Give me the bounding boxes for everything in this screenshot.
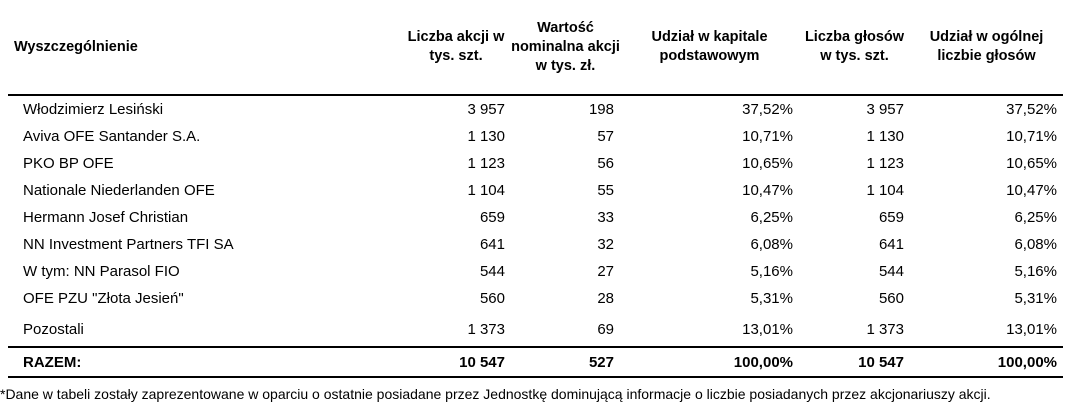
total-vote-count: 10 547 [799, 347, 910, 377]
table-row [8, 177, 1063, 204]
total-vote-share: 100,00% [910, 347, 1063, 377]
row-vote-count: 544 [878, 263, 904, 280]
row-capital-share: 13,01% [620, 312, 799, 347]
row-vote-share: 6,25% [1014, 209, 1057, 226]
row-nominal-value: 33 [597, 209, 614, 226]
row-capital-share: 5,16% [750, 263, 793, 280]
header-capital-share: Udział w kapitale podstawowym [620, 0, 799, 95]
row-nominal-value: 69 [511, 312, 620, 347]
row-vote-share: 10,65% [1006, 155, 1057, 172]
table-row [8, 95, 1063, 123]
row-nominal-value: 57 [597, 128, 614, 145]
row-vote-share: 37,52% [1006, 101, 1057, 118]
header-row [8, 0, 1063, 95]
header-nominal-value: Wartość nominalna akcji w tys. zł. [511, 0, 620, 95]
row-capital-share: 37,52% [742, 101, 793, 118]
row-description: W tym: NN Parasol FIO [23, 263, 180, 280]
table-body [8, 95, 1063, 347]
total-capital-share: 100,00% [620, 347, 799, 377]
total-row [8, 347, 1063, 377]
table-row [8, 285, 1063, 312]
table-row [8, 204, 1063, 231]
row-description: Aviva OFE Santander S.A. [23, 128, 201, 145]
table-row [8, 312, 1063, 347]
table-row [8, 258, 1063, 285]
row-nominal-value: 28 [597, 290, 614, 307]
row-description: Hermann Josef Christian [23, 209, 189, 226]
total-share-count: 10 547 [401, 347, 511, 377]
row-capital-share: 10,65% [742, 155, 793, 172]
row-share-count: 659 [479, 209, 505, 226]
row-description: Włodzimierz Lesiński [23, 101, 164, 118]
row-capital-share: 6,08% [750, 236, 793, 253]
row-nominal-value: 198 [588, 101, 614, 118]
row-vote-share: 10,47% [1006, 182, 1057, 199]
row-capital-share: 5,31% [750, 290, 793, 307]
row-description: PKO BP OFE [23, 155, 114, 172]
total-nominal-value: 527 [511, 347, 620, 377]
total-label: RAZEM: [8, 347, 401, 377]
table-footer [8, 347, 1063, 377]
row-vote-count: 641 [878, 236, 904, 253]
row-nominal-value: 55 [597, 182, 614, 199]
row-share-count: 544 [479, 263, 505, 280]
row-vote-count: 1 130 [866, 128, 904, 145]
row-share-count: 1 123 [467, 155, 505, 172]
row-description: OFE PZU "Złota Jesień" [23, 290, 184, 307]
row-vote-share: 6,08% [1014, 236, 1057, 253]
header-description: Wyszczególnienie [8, 0, 401, 95]
shareholders-table [8, 0, 1063, 378]
row-description: Nationale Niederlanden OFE [23, 182, 215, 199]
row-nominal-value: 56 [597, 155, 614, 172]
row-vote-count: 1 373 [799, 312, 910, 347]
row-vote-count: 1 104 [866, 182, 904, 199]
row-nominal-value: 27 [597, 263, 614, 280]
row-capital-share: 10,71% [742, 128, 793, 145]
table-row [8, 150, 1063, 177]
row-vote-count: 659 [878, 209, 904, 226]
row-vote-share: 5,16% [1014, 263, 1057, 280]
row-vote-share: 13,01% [910, 312, 1063, 347]
row-capital-share: 6,25% [750, 209, 793, 226]
row-vote-count: 560 [878, 290, 904, 307]
row-description: Pozostali [8, 312, 401, 347]
table-row [8, 231, 1063, 258]
row-share-count: 1 373 [401, 312, 511, 347]
table-row [8, 123, 1063, 150]
row-share-count: 3 957 [467, 101, 505, 118]
row-vote-share: 10,71% [1006, 128, 1057, 145]
row-share-count: 1 104 [467, 182, 505, 199]
row-vote-share: 5,31% [1014, 290, 1057, 307]
row-vote-count: 1 123 [866, 155, 904, 172]
row-share-count: 641 [479, 236, 505, 253]
row-vote-count: 3 957 [866, 101, 904, 118]
row-description: NN Investment Partners TFI SA [23, 236, 234, 253]
row-capital-share: 10,47% [742, 182, 793, 199]
table-header [8, 0, 1063, 95]
footnote: *Dane w tabeli zostały zaprezentowane w oparciu o ostatnie posiadane przez Jednostkę dominującą informacje o liczbie posiadanych przez akcjonariuszy akcji. [0, 386, 991, 402]
row-share-count: 1 130 [467, 128, 505, 145]
header-vote-count: Liczba głosów w tys. szt. [799, 0, 910, 95]
header-vote-share: Udział w ogólnej liczbie głosów [910, 0, 1063, 95]
row-nominal-value: 32 [597, 236, 614, 253]
header-share-count: Liczba akcji w tys. szt. [401, 0, 511, 95]
row-share-count: 560 [479, 290, 505, 307]
